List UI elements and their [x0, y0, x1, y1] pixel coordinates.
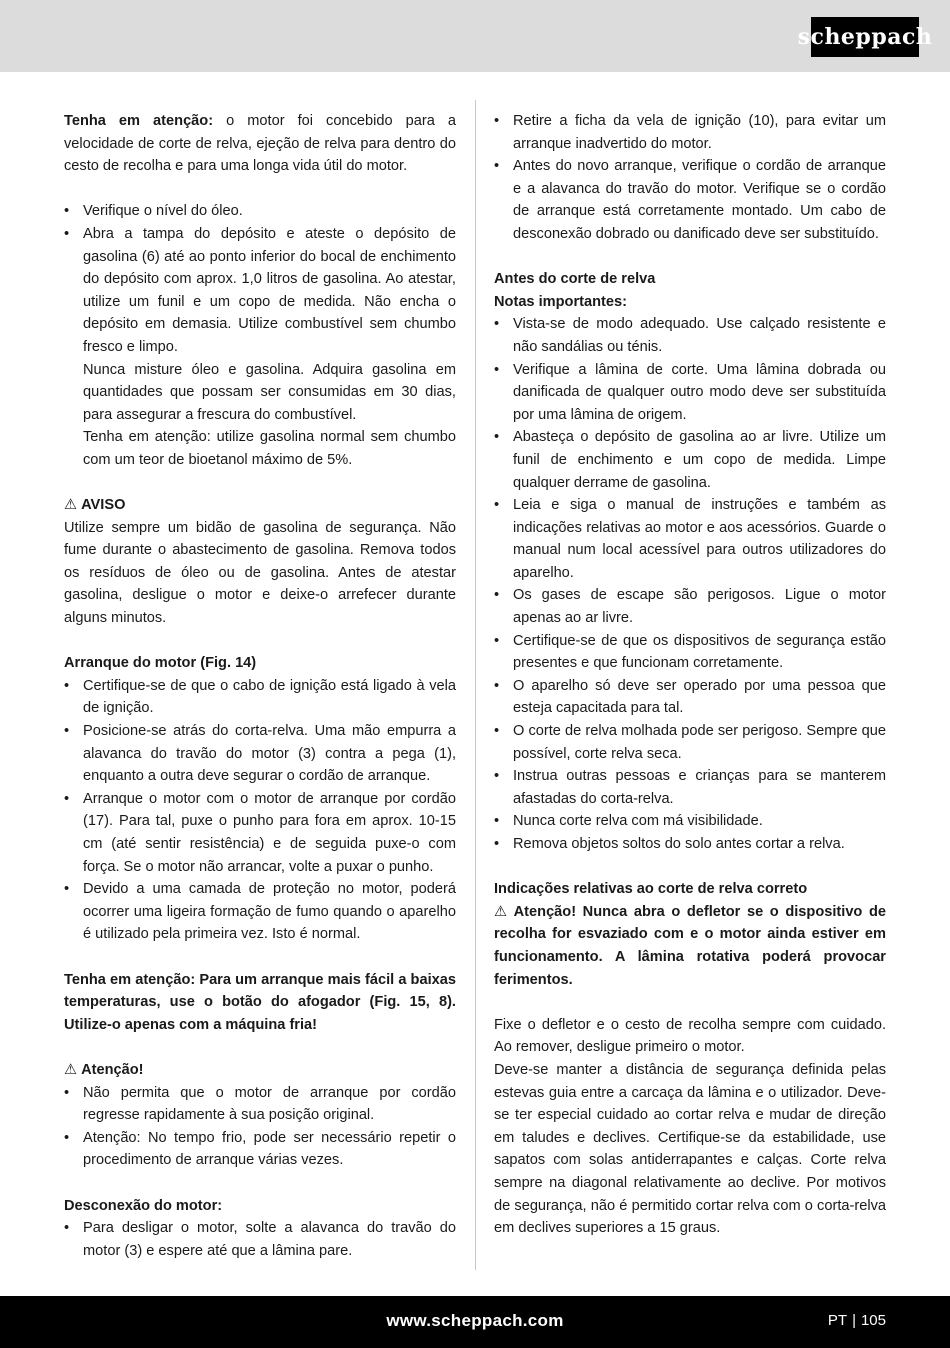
list-item: • Para desligar o motor, solte a alavanca do travão do motor (3) e espere até que a lâmina pare.	[64, 1217, 456, 1262]
list-item-continuation: Tenha em atenção: utilize gasolina normal sem chumbo com um teor de bioetanol máximo de 5%.	[83, 429, 456, 468]
list-item: • Instrua outras pessoas e crianças para se manterem afastadas do corta-relva.	[494, 765, 886, 810]
warning-icon: ⚠	[64, 497, 78, 514]
cold-start-note: Tenha em atenção: Para um arranque mais fácil a baixas temperaturas, use o botão do afogador (Fig. 15, 8). Utilize-o apenas com a máquina fria!	[64, 971, 456, 1033]
list-item: • Remova objetos soltos do solo antes cortar a relva.	[494, 833, 886, 856]
warning-icon: ⚠	[494, 903, 510, 920]
page-num: 105	[860, 1312, 886, 1329]
intro-paragraph	[64, 110, 456, 178]
intro-text: o motor foi concebido para a velocidade de corte de relva, ejeção de relva para dentro do cesto de recolha e para uma longa vida útil do motor.	[64, 113, 456, 175]
desconexao-heading: Desconexão do motor:	[64, 1197, 223, 1214]
list-item: • Nunca corte relva com má visibilidade.	[494, 810, 886, 833]
list-item: • Retire a ficha da vela de ignição (10), para evitar um arranque inadvertido do motor.	[494, 110, 886, 155]
aviso-title: AVISO	[81, 497, 126, 514]
list-item: • Antes do novo arranque, verifique o cordão de arranque e a alavanca do travão do motor. Verifique se o cordão de arranque está corretamente montado. Um cabo de desconexão dobrado ou danificado deve ser substituído.	[494, 155, 886, 245]
right-column	[494, 110, 886, 1240]
list-item: • Arranque o motor com o motor de arranque por cordão (17). Para tal, puxe o punho para fora em aprox. 10-15 cm (até sentir resistência) e de seguida puxe-o com força. Se o motor não arrancar, volte a puxar o punho.	[64, 788, 456, 878]
website-link[interactable]: www.scheppach.com	[386, 1311, 564, 1330]
list-item: • O aparelho só deve ser operado por uma pessoa que esteja capacitada para tal.	[494, 675, 886, 720]
antes-heading: Antes do corte de relva	[494, 271, 656, 288]
page-separator: |	[852, 1312, 856, 1329]
list-item: • Verifique o nível do óleo.	[64, 200, 456, 223]
left-column	[64, 110, 456, 1262]
brand-logo: scheppach	[811, 17, 919, 57]
column-divider	[475, 100, 476, 1270]
atencao-heading	[64, 1059, 456, 1082]
warning-icon: ⚠	[64, 1061, 78, 1078]
atencao-title: Atenção!	[81, 1061, 144, 1078]
intro-bold: Tenha em atenção:	[64, 113, 214, 129]
page-footer	[0, 1296, 950, 1348]
list-item: • Não permita que o motor de arranque por cordão regresse rapidamente à sua posição original.	[64, 1082, 456, 1127]
list-item: • Certifique-se de que os dispositivos de segurança estão presentes e que funcionam corretamente.	[494, 630, 886, 675]
defletor-paragraph: Fixe o defletor e o cesto de recolha sempre com cuidado. Ao remover, desligue primeiro o motor.	[494, 1016, 886, 1056]
list-item: • Os gases de escape são perigosos. Ligue o motor apenas ao ar livre.	[494, 584, 886, 629]
list-item: • Leia e siga o manual de instruções e também as indicações relativas ao motor e aos acessórios. Guarde o manual num local acessível para outros utilizadores do aparelho.	[494, 494, 886, 584]
desconexao-list	[64, 1217, 456, 1262]
list-item: • Atenção: No tempo frio, pode ser necessário repetir o procedimento de arranque várias vezes.	[64, 1127, 456, 1172]
page-header	[0, 0, 950, 72]
page-number	[828, 1312, 886, 1329]
list-item: • Abasteça o depósito de gasolina ao ar livre. Utilize um funil de enchimento e um copo de medida. Limpe qualquer derrame de gasolina.	[494, 426, 886, 494]
indicacoes-warning-text: Atenção! Nunca abra o defletor se o dispositivo de recolha for esvaziado com e o motor ainda estiver em funcionamento. A lâmina rotativa poderá provocar ferimentos.	[494, 903, 886, 988]
aviso-heading	[64, 494, 456, 517]
indicacoes-heading: Indicações relativas ao corte de relva correto	[494, 881, 808, 898]
distancia-paragraph: Deve-se manter a distância de segurança definida pelas estevas guia entre a carcaça da lâmina e o utilizador. Deve-se ter especial cuidado ao cortar relva e mudar de direção em taludes e declives. Certifique-se da estabilidade, use sapatos com solas antiderrapantes e calças. Corte relva sempre na diagonal relativamente ao declive. Por motivos de segurança, não é permitido cortar relva com o corta-relva em declives superiores a 15 graus.	[494, 1061, 886, 1237]
notas-heading: Notas importantes:	[494, 293, 627, 310]
list-item: • Posicione-se atrás do corta-relva. Uma mão empurra a alavanca do travão do motor (3) contra a pega (1), enquanto a outra deve segurar o cordão de arranque.	[64, 720, 456, 788]
fuel-list	[64, 200, 456, 471]
aviso-paragraph: Utilize sempre um bidão de gasolina de segurança. Não fume durante o abastecimento de gasolina. Remova todos os resíduos de óleo ou de gasolina. Antes de atestar gasolina, desligue o motor e deixe-o arrefecer durante alguns minutos.	[64, 519, 456, 627]
list-item-continuation: Nunca misture óleo e gasolina. Adquira gasolina em quantidades que possam ser consumidas em 30 dias, para assegurar a frescura do combustível.	[83, 361, 456, 423]
language-code: PT	[827, 1312, 848, 1329]
list-item: • O corte de relva molhada pode ser perigoso. Sempre que possível, corte relva seca.	[494, 720, 886, 765]
list-item: • Certifique-se de que o cabo de ignição está ligado à vela de ignição.	[64, 675, 456, 720]
list-item: • Abra a tampa do depósito e ateste o depósito de gasolina (6) até ao ponto inferior do bocal de enchimento do depósito com aprox. 1,0 litros de gasolina. Ao atestar, utilize um funil e um copo de medida. Não encha o depósito em demasia. Utilize combustível sem chumbo fresco e limpo.	[64, 223, 456, 359]
indicacoes-warning	[494, 901, 886, 991]
atencao-list	[64, 1082, 456, 1172]
list-item: • Vista-se de modo adequado. Use calçado resistente e não sandálias ou ténis.	[494, 313, 886, 358]
notas-list	[494, 313, 886, 855]
arranque-heading: Arranque do motor (Fig. 14)	[64, 655, 257, 672]
list-item: • Verifique a lâmina de corte. Uma lâmina dobrada ou danificada de qualquer outro modo deve ser substituída por uma lâmina de origem.	[494, 359, 886, 427]
arranque-list	[64, 675, 456, 946]
list-item: • Devido a uma camada de proteção no motor, poderá ocorrer uma ligeira formação de fumo quando o aparelho é utilizado pela primeira vez. Isto é normal.	[64, 878, 456, 946]
restart-list	[494, 110, 886, 246]
